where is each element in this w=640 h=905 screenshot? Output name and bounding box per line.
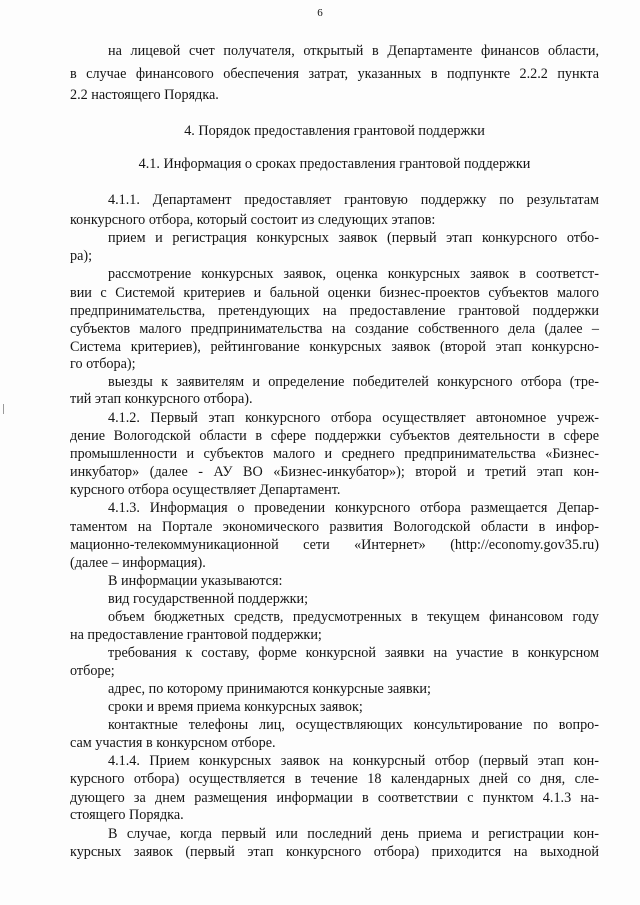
- text-line: прием и регистрация конкурсных заявок (первый этап конкурсного отбо-: [108, 230, 599, 246]
- scan-margin-mark: [3, 404, 4, 414]
- text-line: 2.2 настоящего Порядка.: [70, 87, 219, 103]
- text-line: тий этап конкурсного отбора).: [70, 391, 253, 407]
- text-line: дующего за днем размещения информации в соответствии с пунктом 4.1.3 на-: [70, 790, 599, 806]
- text-line: субъектов малого предпринимательства на создание собственного дела (далее –: [70, 321, 599, 337]
- text-line: дение Вологодской области в сфере поддержки субъектов деятельности в сфере: [70, 428, 599, 444]
- text-line: го отбора);: [70, 356, 136, 372]
- page-number: 6: [317, 7, 323, 19]
- text-line: рассмотрение конкурсных заявок, оценка конкурсных заявок в соответст-: [108, 266, 599, 282]
- text-line: мационно-телекоммуникационной сети «Интернет» (http://economy.gov35.ru): [70, 537, 599, 553]
- text-line: выезды к заявителям и определение победителей конкурсного отбора (тре-: [108, 374, 599, 390]
- text-line: ра);: [70, 248, 93, 264]
- text-line: курсного отбора) осуществляется в течение 18 календарных дней со дня, сле-: [70, 771, 599, 787]
- text-line: контактные телефоны лиц, осуществляющих консультирование по вопро-: [108, 717, 599, 733]
- text-line: отборе;: [70, 663, 115, 679]
- text-line: адрес, по которому принимаются конкурсные заявки;: [108, 681, 431, 697]
- text-line: сам участия в конкурсном отборе.: [70, 735, 276, 751]
- text-line: курсного отбора осуществляет Департамент.: [70, 482, 341, 498]
- text-line: на лицевой счет получателя, открытый в Департаменте финансов области,: [108, 43, 599, 59]
- text-line: в случае финансового обеспечения затрат, указанных в подпункте 2.2.2 пункта: [70, 66, 599, 82]
- section-heading: 4. Порядок предоставления грантовой поддержки: [184, 123, 485, 139]
- text-line: вид государственной поддержки;: [108, 591, 309, 607]
- text-line: 4.1.4. Прием конкурсных заявок на конкурсный отбор (первый этап кон-: [108, 753, 599, 769]
- text-line: таментом на Портале экономического развития Вологодской области в инфор-: [70, 519, 599, 535]
- text-line: на предоставление грантовой поддержки;: [70, 627, 322, 643]
- text-line: конкурсного отбора, который состоит из следующих этапов:: [70, 212, 436, 228]
- text-line: 4.1.3. Информация о проведении конкурсного отбора размещается Депар-: [108, 500, 599, 516]
- text-line: сроки и время приема конкурсных заявок;: [108, 699, 363, 715]
- text-line: 4.1.2. Первый этап конкурсного отбора осуществляет автономное учреж-: [108, 410, 599, 426]
- text-line: промышленности и субъектов малого и среднего предпринимательства «Бизнес-: [70, 446, 599, 462]
- text-line: объем бюджетных средств, предусмотренных в текущем финансовом году: [108, 609, 599, 625]
- text-line: 4.1.1. Департамент предоставляет грантовую поддержку по результатам: [108, 192, 599, 208]
- subsection-heading: 4.1. Информация о сроках предоставления грантовой поддержки: [138, 156, 531, 172]
- text-line: (далее – информация).: [70, 555, 206, 571]
- text-line: предпринимательства, претендующих на предоставление грантовой поддержки: [70, 303, 599, 319]
- text-line: курсных заявок (первый этап конкурсного отбора) приходится на выходной: [70, 844, 599, 860]
- text-line: инкубатор» (далее - АУ ВО «Бизнес-инкубатор»); второй и третий этап кон-: [70, 464, 599, 480]
- text-line: В случае, когда первый или последний день приема и регистрации кон-: [108, 826, 599, 842]
- text-line: требования к составу, форме конкурсной заявки на участие в конкурсном: [108, 645, 599, 661]
- text-line: стоящего Порядка.: [70, 807, 184, 823]
- text-line: вии с Системой критериев и бальной оценки бизнес-проектов субъектов малого: [70, 285, 599, 301]
- text-line: Система критериев), рейтингование конкурсных заявок (второй этап конкурсно-: [70, 339, 599, 355]
- text-line: В информации указываются:: [108, 573, 283, 589]
